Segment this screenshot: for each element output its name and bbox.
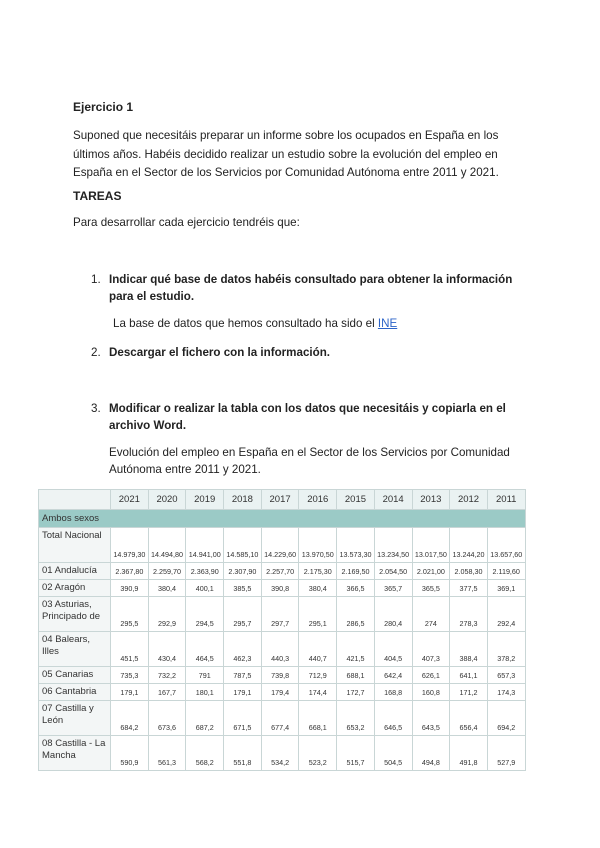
value-cell: 179,4 xyxy=(261,684,299,701)
value-cell: 646,5 xyxy=(374,701,412,736)
value-cell: 295,7 xyxy=(224,597,262,632)
value-cell: 440,7 xyxy=(299,632,337,667)
tasks-intro: Para desarrollar cada ejercicio tendréis que: xyxy=(73,216,300,229)
value-cell: 491,8 xyxy=(450,736,488,771)
value-cell: 2.119,60 xyxy=(487,563,525,580)
task-text: Modificar o realizar la tabla con los datos que necesitáis y copiarla en el archivo Word. xyxy=(109,402,506,432)
table-row xyxy=(39,528,526,563)
value-cell: 642,4 xyxy=(374,667,412,684)
value-cell: 688,1 xyxy=(337,667,375,684)
value-cell: 174,4 xyxy=(299,684,337,701)
row-label: Total Nacional xyxy=(39,528,111,563)
row-label: 05 Canarias xyxy=(39,667,111,684)
value-cell: 13.234,50 xyxy=(374,528,412,563)
row-label: 02 Aragón xyxy=(39,580,111,597)
value-cell: 712,9 xyxy=(299,667,337,684)
value-cell: 430,4 xyxy=(148,632,186,667)
value-cell: 295,1 xyxy=(299,597,337,632)
value-cell: 421,5 xyxy=(337,632,375,667)
value-cell: 278,3 xyxy=(450,597,488,632)
value-cell: 13.017,50 xyxy=(412,528,450,563)
value-cell: 378,2 xyxy=(487,632,525,667)
value-cell: 171,2 xyxy=(450,684,488,701)
value-cell: 568,2 xyxy=(186,736,224,771)
value-cell: 791 xyxy=(186,667,224,684)
value-cell: 2.259,70 xyxy=(148,563,186,580)
year-header-cell: 2020 xyxy=(148,490,186,510)
value-cell: 365,7 xyxy=(374,580,412,597)
value-cell: 2.363,90 xyxy=(186,563,224,580)
value-cell: 13.657,60 xyxy=(487,528,525,563)
answer-text: La base de datos que hemos consultado ha sido el xyxy=(113,317,378,330)
value-cell: 160,8 xyxy=(412,684,450,701)
value-cell: 14.585,10 xyxy=(224,528,262,563)
value-cell: 656,4 xyxy=(450,701,488,736)
value-cell: 684,2 xyxy=(111,701,149,736)
value-cell: 504,5 xyxy=(374,736,412,771)
value-cell: 735,3 xyxy=(111,667,149,684)
value-cell: 2.367,80 xyxy=(111,563,149,580)
value-cell: 2.169,50 xyxy=(337,563,375,580)
year-header-cell: 2017 xyxy=(261,490,299,510)
value-cell: 732,2 xyxy=(148,667,186,684)
year-header-cell: 2021 xyxy=(111,490,149,510)
value-cell: 13.244,20 xyxy=(450,528,488,563)
value-cell: 657,3 xyxy=(487,667,525,684)
value-cell: 14.941,00 xyxy=(186,528,224,563)
value-cell: 626,1 xyxy=(412,667,450,684)
row-label: 04 Balears, Illes xyxy=(39,632,111,667)
value-cell: 440,3 xyxy=(261,632,299,667)
value-cell: 515,7 xyxy=(337,736,375,771)
value-cell: 527,9 xyxy=(487,736,525,771)
value-cell: 14.229,60 xyxy=(261,528,299,563)
value-cell: 167,7 xyxy=(148,684,186,701)
value-cell: 385,5 xyxy=(224,580,262,597)
value-cell: 388,4 xyxy=(450,632,488,667)
value-cell: 451,5 xyxy=(111,632,149,667)
value-cell: 13.573,30 xyxy=(337,528,375,563)
year-header-cell: 2018 xyxy=(224,490,262,510)
value-cell: 739,8 xyxy=(261,667,299,684)
row-label: 03 Asturias, Principado de xyxy=(39,597,111,632)
table-row xyxy=(39,563,526,580)
value-cell: 365,5 xyxy=(412,580,450,597)
table-caption: Evolución del empleo en España en el Sector de los Servicios por Comunidad Autónoma entre 2011 y 2021. xyxy=(109,446,510,476)
value-cell: 286,5 xyxy=(337,597,375,632)
value-cell: 641,1 xyxy=(450,667,488,684)
value-cell: 297,7 xyxy=(261,597,299,632)
value-cell: 390,8 xyxy=(261,580,299,597)
table-corner-cell xyxy=(39,490,111,510)
table-row xyxy=(39,667,526,684)
value-cell: 2.257,70 xyxy=(261,563,299,580)
row-label: 01 Andalucía xyxy=(39,563,111,580)
value-cell: 179,1 xyxy=(224,684,262,701)
value-cell: 174,3 xyxy=(487,684,525,701)
task-number: 1. xyxy=(91,273,101,286)
value-cell: 668,1 xyxy=(299,701,337,736)
value-cell: 462,3 xyxy=(224,632,262,667)
row-label: 07 Castilla y León xyxy=(39,701,111,736)
value-cell: 168,8 xyxy=(374,684,412,701)
value-cell: 377,5 xyxy=(450,580,488,597)
task-number: 2. xyxy=(91,346,101,359)
value-cell: 694,2 xyxy=(487,701,525,736)
year-header-cell: 2012 xyxy=(450,490,488,510)
value-cell: 390,9 xyxy=(111,580,149,597)
group-row xyxy=(39,510,526,528)
value-cell: 179,1 xyxy=(111,684,149,701)
value-cell: 13.970,50 xyxy=(299,528,337,563)
year-header-cell: 2013 xyxy=(412,490,450,510)
value-cell: 561,3 xyxy=(148,736,186,771)
task-answer xyxy=(113,317,397,330)
value-cell: 673,6 xyxy=(148,701,186,736)
value-cell: 294,5 xyxy=(186,597,224,632)
table-row xyxy=(39,736,526,771)
value-cell: 2.307,90 xyxy=(224,563,262,580)
value-cell: 2.054,50 xyxy=(374,563,412,580)
tareas-heading: TAREAS xyxy=(73,189,122,203)
year-header-cell: 2014 xyxy=(374,490,412,510)
value-cell: 494,8 xyxy=(412,736,450,771)
task-text: Indicar qué base de datos habéis consultado para obtener la información para el estudio. xyxy=(109,273,513,303)
value-cell: 280,4 xyxy=(374,597,412,632)
ine-link[interactable]: INE xyxy=(377,317,398,330)
value-cell: 14.979,30 xyxy=(111,528,149,563)
value-cell: 551,8 xyxy=(224,736,262,771)
value-cell: 643,5 xyxy=(412,701,450,736)
table-row xyxy=(39,580,526,597)
row-label: 06 Cantabria xyxy=(39,684,111,701)
value-cell: 464,5 xyxy=(186,632,224,667)
table-row xyxy=(39,632,526,667)
value-cell: 2.175,30 xyxy=(299,563,337,580)
value-cell: 787,5 xyxy=(224,667,262,684)
value-cell: 653,2 xyxy=(337,701,375,736)
intro-paragraph: Suponed que necesitáis preparar un informe sobre los ocupados en España en los últimos años. Habéis decidido realizar un estudio sobre la evolución del empleo en España en el Sector de los Servicios por Comunidad Autónoma entre 2011 y 2021. xyxy=(73,129,499,179)
value-cell: 404,5 xyxy=(374,632,412,667)
value-cell: 380,4 xyxy=(299,580,337,597)
value-cell: 274 xyxy=(412,597,450,632)
row-label: 08 Castilla - La Mancha xyxy=(39,736,111,771)
exercise-heading: Ejercicio 1 xyxy=(73,100,134,114)
value-cell: 366,5 xyxy=(337,580,375,597)
table-header-row xyxy=(39,490,526,510)
value-cell: 687,2 xyxy=(186,701,224,736)
table-row xyxy=(39,684,526,701)
value-cell: 292,4 xyxy=(487,597,525,632)
year-header-cell: 2019 xyxy=(186,490,224,510)
value-cell: 671,5 xyxy=(224,701,262,736)
value-cell: 14.494,80 xyxy=(148,528,186,563)
value-cell: 400,1 xyxy=(186,580,224,597)
value-cell: 180,1 xyxy=(186,684,224,701)
employment-table xyxy=(38,489,526,771)
value-cell: 292,9 xyxy=(148,597,186,632)
value-cell: 2.021,00 xyxy=(412,563,450,580)
year-header-cell: 2016 xyxy=(299,490,337,510)
group-label: Ambos sexos xyxy=(39,510,526,528)
value-cell: 534,2 xyxy=(261,736,299,771)
value-cell: 295,5 xyxy=(111,597,149,632)
value-cell: 369,1 xyxy=(487,580,525,597)
table-row xyxy=(39,597,526,632)
task-text: Descargar el fichero con la información. xyxy=(109,346,330,359)
task-number: 3. xyxy=(91,402,101,415)
value-cell: 590,9 xyxy=(111,736,149,771)
value-cell: 2.058,30 xyxy=(450,563,488,580)
value-cell: 677,4 xyxy=(261,701,299,736)
table-row xyxy=(39,701,526,736)
value-cell: 172,7 xyxy=(337,684,375,701)
year-header-cell: 2015 xyxy=(337,490,375,510)
value-cell: 380,4 xyxy=(148,580,186,597)
value-cell: 407,3 xyxy=(412,632,450,667)
year-header-cell: 2011 xyxy=(487,490,525,510)
value-cell: 523,2 xyxy=(299,736,337,771)
